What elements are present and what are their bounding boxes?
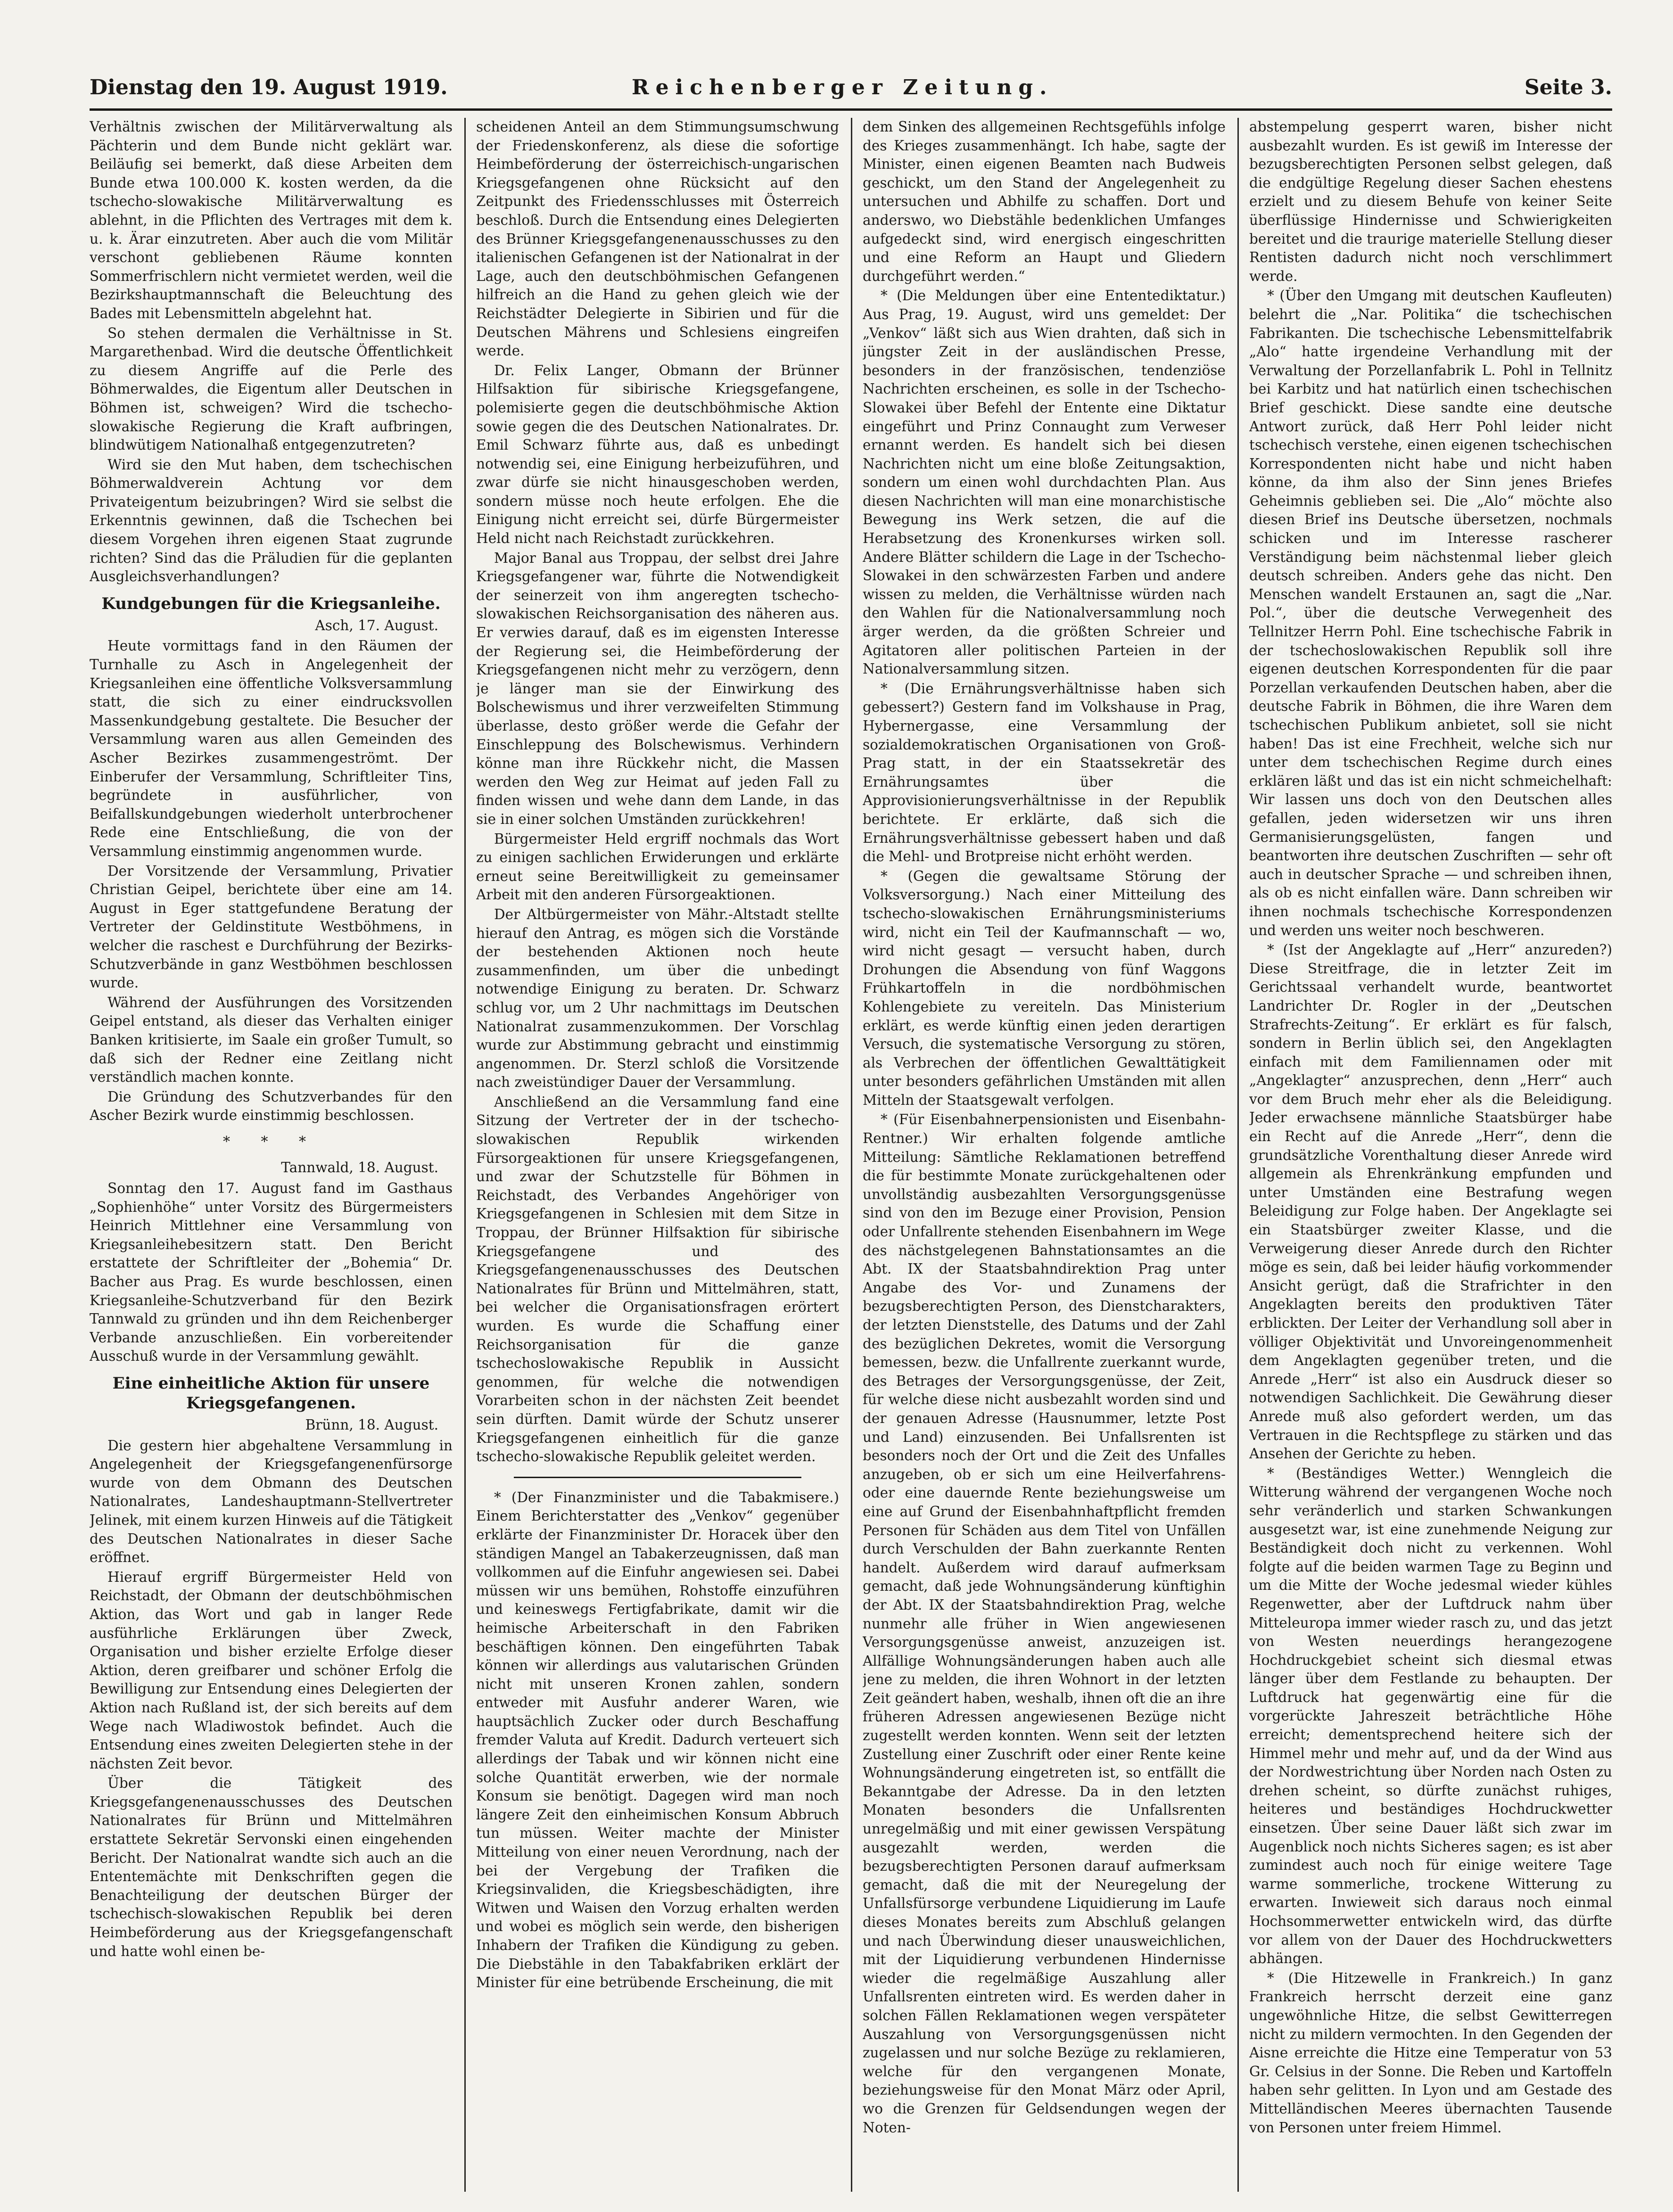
column-3 <box>863 118 1226 2192</box>
article-paragraph: Die gestern hier abgehaltene Versammlung in Angelegenheit der Kriegsgefangenenfürsorge wurde von dem Obmann des Deutschen Nationalrates, Landeshauptmann-Stellvertreter Jelinek, mit einem kurzen Hinweis auf die Tätigkeit des Deutschen Nationalrates in dieser Sache eröffnet. <box>90 1437 453 1566</box>
column-2 <box>476 118 839 2192</box>
newspaper-title: Reichenberger Zeitung. <box>632 75 1054 99</box>
article-paragraph: Der Altbürgermeister von Mähr.-Altstadt stellte hierauf den Antrag, es mögen sich die Vorstände der bestehenden Aktionen noch heute zusammenfinden, um über die unbedingt notwendige Einigung zu beraten. Dr. Schwarz schlug vor, um 2 Uhr nachmittags im Deutschen Nationalrat zusammenzukommen. Der Vorschlag wurde zur Abstimmung gebracht und einstimmig angenommen. Dr. Sterzl schloß die Vorsitzende nach zweistündiger Dauer der Versammlung. <box>476 906 839 1091</box>
column-divider <box>851 118 852 2192</box>
article-paragraph: Bürgermeister Held ergriff nochmals das Wort zu einigen sachlichen Erwiderungen und erklärte erneut seine Bereitwilligkeit zu gemeinsamer Arbeit mit den anderen Fürsorgeaktionen. <box>476 831 839 903</box>
dateline: Asch, 17. August. <box>315 617 438 633</box>
article-paragraph: Dr. Felix Langer, Obmann der Brünner Hilfsaktion für sibirische Kriegsgefangene, polemisierte gegen die deutschböhmische Aktion sowie gegen die des Deutschen Nationalrates. Dr. Emil Schwarz führte aus, daß es unbedingt notwendig sei, eine Einigung herbeizuführen, und zwar dürfe sie nicht hinausgeschoben werden, sondern müsse noch heute erfolgen. Ehe die Einigung nicht erreicht sei, dürfe Bürgermeister Held nicht nach Reichstadt zurückkehren. <box>476 362 839 547</box>
article-paragraph: Sonntag den 17. August fand im Gasthaus „Sophienhöhe“ unter Vorsitz des Bürgermeisters Heinrich Mittlehner eine Versammlung von Kriegsanleihebesitzern statt. Den Bericht erstattete der Schriftleiter der „Bohemia“ Dr. Bacher aus Prag. Es wurde beschlossen, einen Kriegsanleihe-Schutzverband für den Bezirk Tannwald zu gründen und ihn dem Reichenberger Verbande anzuschließen. Ein vorbereitender Ausschuß wurde in der Versammlung gewählt. <box>90 1180 453 1365</box>
article-paragraph: Während der Ausführungen des Vorsitzenden Geipel entstand, als dieser das Verhalten einiger Banken kritisierte, im Saale ein großer Tumult, so daß sich der Redner eine Zeitlang nicht verständlich machen konnte. <box>90 994 453 1085</box>
section-separator: * * * <box>223 1133 320 1150</box>
article-paragraph: Über die Tätigkeit des Kriegsgefangenenausschusses des Deutschen Nationalrates für Brünn und Mittelmähren erstattete Sekretär Servonski einen eingehenden Bericht. Der Nationalrat wandte sich auch an die Ententemächte mit Denkschriften gegen die Benachteiligung der deutschen Bürger der tschechisch-slowakischen Republik bei deren Heimbeförderung aus der Kriegsgefangenschaft und hatte wohl einen be- <box>90 1775 453 1959</box>
article-paragraph: Die Gründung des Schutzverbandes für den Ascher Bezirk wurde einstimmig beschlossen. <box>90 1088 453 1124</box>
news-item: * (Der Finanzminister und die Tabakmisere.) Einem Berichterstatter des „Venkov“ gegenüber erklärte der Finanzminister Dr. Horacek über den ständigen Mangel an Tabakerzeugnissen, daß man vollkommen auf die Einfuhr angewiesen sei. Dabei müssen wir uns bemühen, Rohstoffe einzuführen und keineswegs Fertigfabrikate, damit wir die heimische Arbeiterschaft in den Fabriken beschäftigen können. Den eingeführten Tabak können wir allerdings aus valutarischen Gründen nicht mit unseren Kronen zahlen, sondern entweder mit Ausfuhr anderer Waren, wie hauptsächlich Zucker oder durch Beschaffung fremder Valuta auf Kredit. Dadurch verteuert sich allerdings der Tabak und wir können nicht eine solche Quantität erwerben, wie der normale Konsum sie benötigt. Dagegen wird man noch längere Zeit den einheimischen Konsum Abbruch tun müssen. Weiter machte der Minister Mitteilung von einer neuen Verordnung, nach der bei der Vergebung der Trafiken die Kriegsinvaliden, die Kriegsbeschädigten, ihre Witwen und Waisen den Vorzug erhalten werden und wobei es möglich sein werde, den bisherigen Inhabern der Trafiken die Kündigung zu geben. Die Diebstähle in den Tabakfabriken erklärt der Minister für eine betrübende Erscheinung, die mit <box>476 1489 839 1991</box>
article-paragraph: Major Banal aus Troppau, der selbst drei Jahre Kriegsgefangener war, führte die Notwendigkeit der seinerzeit von ihm angeregten tschecho-slowakischen Reichsorganisation des näheren aus. Er verwies darauf, daß es im eigensten Interesse der Regierung sei, die Heimbeförderung der Kriegsgefangenen nicht mehr zu verzögern, denn je länger man sie der Einwirkung des Bolschewismus und ihrer verzweifelten Stimmung überlasse, desto größer werde die Gefahr der Einschleppung des Bolschewismus. Verhindern könne man ihre Rückkehr nicht, die Massen werden den Weg zur Heimat auf jeden Fall zu finden wissen und wehe dann dem Lande, in das sie in einer solchen Umständen zurückkehren! <box>476 550 839 827</box>
dateline: Brünn, 18. August. <box>305 1417 438 1433</box>
article-paragraph: abstempelung gesperrt waren, bisher nicht ausbezahlt wurden. Es ist gewiß im Interesse der bezugsberechtigten Personen selbst gelegen, daß die endgültige Regelung dieser Sachen ehestens erzielt und zu diesem Behufe von keiner Seite überflüssige Hindernisse und Schwierigkeiten bereitet und die traurige materielle Stellung dieser Rentisten dadurch nicht noch verschlimmert werde. <box>1249 119 1612 284</box>
masthead <box>90 71 1612 111</box>
news-item: * (Über den Umgang mit deutschen Kaufleuten) belehrt die „Nar. Politika“ die tschechischen Fabrikanten. Die tschechische Lebensmittelfabrik „Alo“ hatte irgendeine Verhandlung mit der Verwaltung der Porzellanfabrik L. Pohl in Tellnitz bei Karbitz und hat natürlich einen tschechischen Brief geschickt. Diese sandte eine deutsche Antwort zurück, daß Herr Pohl leider nicht tschechisch verstehe, einen eigenen tschechischen Korrespondenten nicht habe und nicht haben könne, da ihm also der Sinn jenes Briefes Geheimnis geblieben sei. Die „Alo“ möchte also diesen Brief ins Deutsche übersetzen, nochmals schicken und im Interesse rascherer Verständigung beim nächstenmal lieber gleich deutsch schreiben. Anders gehe das nicht. Den Menschen wandelt Erstaunen an, sagt die „Nar. Pol.“, über die deutsche Verwegenheit des Tellnitzer Herrn Pohl. Eine tschechische Fabrik in der tschechoslowakischen Republik soll ihre eigenen deutschen Korrespondenten für die paar Porzellan verkaufenden Deutschen haben, aber die deutsche Fabrik in Böhmen, die ihre Waren dem tschechischen Publikum anbietet, soll sie nicht haben! Das ist eine Frechheit, welche sich nur unter dem tschechischen Regime durch eines erklären läßt und das ist ein nicht schmeichelhaft: Wir lassen uns doch von den Deutschen alles gefallen, jeden widersetzen wir uns ihren Germanisierungsgelüsten, fangen und beantworten ihre deutschen Zuschriften — sehr oft auch in deutscher Sprache — und schreiben ihnen, als ob es nicht einfallen wäre. Dann schreiben wir ihnen nochmals tschechische Korrespondenzen und werden uns weiter noch beschweren. <box>1249 288 1612 938</box>
article-paragraph: dem Sinken des allgemeinen Rechtsgefühls infolge des Krieges zusammenhängt. Ich habe, sagte der Minister, einen eigenen Beamten nach Budweis geschickt, um den Stand der Angelegenheit zu untersuchen und Abhilfe zu schaffen. Dort und anderswo, wo Diebstähle bedenklichen Umfanges aufgedeckt sind, wird energisch eingeschritten und eine Reform an Haupt und Gliedern durchgeführt werden.“ <box>863 119 1226 284</box>
news-item: * (Die Ernährungsverhältnisse haben sich gebessert?) Gestern fand im Volkshause in Prag, Hybernergasse, eine Versammlung der sozialdemokratischen Organisationen von Groß-Prag statt, in der ein Staatssekretär des Ernährungsamtes über die Approvisionierungsverhältnisse in der Republik berichtete. Er erklärte, daß sich die Ernährungsverhältnisse gebessert haben und daß die Mehl- und Brotpreise nicht erhöht werden. <box>863 680 1226 865</box>
horizontal-rule <box>514 1477 801 1478</box>
issue-date: Dienstag den 19. August 1919. <box>90 75 448 99</box>
news-item: * (Die Meldungen über eine Ententediktatur.) Aus Prag, 19. August, wird uns gemeldet: Der „Venkov“ läßt sich aus Wien drahten, daß sich in jüngster Zeit in der ausländischen Presse, besonders in der französischen, tendenziöse Nachrichten erscheinen, es solle in der Tschecho-Slowakei über Befehl der Entente eine Diktatur eingeführt und Prinz Connaught zum Verweser ernannt werden. Es handelt sich bei diesen Nachrichten nicht um eine bloße Zeitungsaktion, sondern um einen wohl durchdachten Plan. Aus diesen Nachrichten will man eine monarchistische Bewegung ins Werk setzen, die auf die Herabsetzung des Kronenkurses wirken soll. Andere Blätter schildern die Lage in der Tschecho-Slowakei in den schwärzesten Farben und andere wissen zu melden, die Verhältnisse würden nach den Wahlen für die Nationalversammlung noch ärger werden, da die größten Schreier und Agitatoren aller politischen Parteien in der Nationalversammlung sitzen. <box>863 288 1226 677</box>
article-paragraph: Heute vormittags fand in den Räumen der Turnhalle zu Asch in Angelegenheit der Kriegsanleihen eine öffentliche Volksversammlung statt, die sich zu einer eindrucksvollen Massenkundgebung gestaltete. Die Besucher der Versammlung waren aus allen Gemeinden des Ascher Bezirkes zusammengeströmt. Der Einberufer der Versammlung, Schriftleiter Tins, begründete in ausführlicher, von Beifallskundgebungen wiederholt unterbrochener Rede eine Entschließung, die von der Versammlung einstimmig angenommen wurde. <box>90 638 453 859</box>
news-item: * (Beständiges Wetter.) Wenngleich die Witterung während der vergangenen Woche noch sehr veränderlich und starken Schwankungen ausgesetzt war, ist eine zunehmende Neigung zur Beständigkeit doch nicht zu verkennen. Wohl folgte auf die beiden warmen Tage zu Beginn und um die Mitte der Woche jedesmal wieder kühles Regenwetter, aber der Luftdruck nahm über Mitteleuropa immer wieder rasch zu, und das jetzt von Westen neuerdings herangezogene Hochdruckgebiet scheint sich diesmal etwas länger über dem Festlande zu behaupten. Der Luftdruck hat gegenwärtig eine für die vorgerückte Jahreszeit beträchtliche Höhe erreicht; dementsprechend heitere sich der Himmel mehr und mehr auf, und da der Wind aus der Nordwestrichtung über Norden nach Osten zu drehen scheint, so dürfte zunächst ruhiges, heiteres und beständiges Hochdruckwetter einsetzen. Über seine Dauer läßt sich zwar im Augenblick noch nichts Sicheres sagen; es ist aber zumindest auch noch für einige weitere Tage warme sommerliche, trockene Witterung zu erwarten. Inwieweit sich daraus noch einmal Hochsommerwetter entwickeln wird, das dürfte vor allem von der Dauer des Hochdruckwetters abhängen. <box>1249 1465 1612 1967</box>
article-paragraph: Hierauf ergriff Bürgermeister Held von Reichstadt, der Obmann der deutschböhmischen Aktion, das Wort und gab in langer Rede ausführliche Erklärungen über Zweck, Organisation und bisher erzielte Erfolge dieser Aktion, deren greifbarer und schöner Erfolg die Bewilligung zur Entsendung eines Delegierten der Aktion nach Rußland ist, der sich bereits auf dem Wege nach Wladiwostok befindet. Auch die Entsendung eines zweiten Delegierten stehe in der nächsten Zeit bevor. <box>90 1569 453 1772</box>
article-headline: Eine einheitliche Aktion für unsere Kriegsgefangenen. <box>112 1374 430 1413</box>
page-number: Seite 3. <box>1524 75 1612 99</box>
article-paragraph: Anschließend an die Versammlung fand eine Sitzung der Vertreter der in der tschecho-slowakischen Republik wirkenden Fürsorgeaktionen für unsere Kriegsgefangenen, und zwar der Schutzstelle für Böhmen in Reichstadt, des Verbandes Angehöriger von Kriegsgefangenen in Schlesien mit dem Sitze in Troppau, der Brünner Hilfsaktion für sibirische Kriegsgefangene und des Kriegsgefangenenausschusses des Deutschen Nationalrates für Brünn und Mittelmähren, statt, bei welcher die Organisationsfragen erörtert wurden. Es wurde die Schaffung einer Reichsorganisation für die ganze tschechoslowakische Republik in Aussicht genommen, für welche die notwendigen Vorarbeiten schon in der nächsten Zeit beendet sein dürften. Damit würde der Schutz unserer Kriegsgefangenen einheitlich für die ganze tschecho-slowakische Republik geleitet werden. <box>476 1094 839 1465</box>
article-paragraph: So stehen dermalen die Verhältnisse in St. Margarethenbad. Wird die deutsche Öffentlichkeit zu diesem Angriffe auf die Perle des Böhmerwaldes, die Eigentum aller Deutschen in Böhmen ist, schweigen? Wird die tschecho-slowakische Regierung die Kraft aufbringen, blindwütigem Nationalhaß entgegenzutreten? <box>90 325 453 453</box>
column-1 <box>90 118 453 2192</box>
news-item: * (Gegen die gewaltsame Störung der Volksversorgung.) Nach einer Mitteilung des tschecho-slowakischen Ernährungsministeriums wird, nicht ein Teil der Kaufmannschaft — wo, wird nicht gesagt — versucht haben, durch Drohungen die Absendung von fünf Waggons Frühkartoffeln in die nordböhmischen Kohlengebiete zu vereiteln. Das Ministerium erklärt, es werde künftig einen jeden derartigen Versuch, die systematische Versorgung zu stören, als Verbrechen der öffentlichen Gewalttätigkeit unter besonders gefährlichen Umständen mit allen Mitteln der Staatsgewalt verfolgen. <box>863 868 1226 1108</box>
column-divider <box>1237 118 1239 2192</box>
news-item: * (Ist der Angeklagte auf „Herr“ anzureden?) Diese Streitfrage, die in letzter Zeit im Gerichtssaal verhandelt wurde, beantwortet Landrichter Dr. Rogler in der „Deutschen Strafrechts-Zeitung“. Er erklärt es für falsch, sondern in Berlin üblich sei, den Angeklagten einfach mit dem Familiennamen oder mit „Angeklagter“ anzusprechen, denn „Herr“ auch vor dem Bruch mehr eher als die Beleidigung. Jeder erwachsene männliche Staatsbürger habe ein Recht auf die Anrede „Herr“, denn die grundsätzliche Vorenthaltung dieser Anrede wird allgemein als Ehrenkränkung empfunden und unter Umständen eine Bestrafung wegen Beleidigung zur Folge haben. Der Angeklagte sei ein Staatsbürger zweiter Klasse, und die Verweigerung dieser Anrede durch den Richter möge es sein, daß bei leider häufig vorkommender Ansicht gerügt, daß die Strafrichter in den Angeklagten bereits den produktiven Täter erblickten. Der Leiter der Verhandlung soll aber in völliger Objektivität und Unvoreingenommenheit dem Angeklagten gegenüber treten, und die Anrede „Herr“ ist also ein Ausdruck dieser so notwendigen Sachlichkeit. Die Gewährung dieser Anrede muß also gefordert werden, um das Vertrauen in die Rechtspflege zu stärken und das Ansehen der Gerichte zu heben. <box>1249 942 1612 1462</box>
newspaper-columns <box>90 118 1612 2196</box>
article-paragraph: scheidenen Anteil an dem Stimmungsumschwung der Friedenskonferenz, als diese die sofortige Heimbeförderung der österreichisch-ungarischen Kriegsgefangenen ohne Rücksicht auf den Zeitpunkt des Friedensschlusses mit Österreich beschloß. Durch die Entsendung eines Delegierten des Brünner Kriegsgefangenenausschusses zu den italienischen Gefangenen ist der Nationalrat in der Lage, auch den deutschböhmischen Gefangenen hilfreich an die Hand zu gehen gleich wie der Reichstädter Delegierte in Sibirien und für die Deutschen Mährens und Schlesiens eingreifen werde. <box>476 119 839 359</box>
article-paragraph: Der Vorsitzende der Versammlung, Privatier Christian Geipel, berichtete über eine am 14. August in Eger stattgefundene Beratung der Vertreter der Geldinstitute Westböhmens, in welcher die raschest e Durchführung der Bezirks-Schutzverbände in ganz Westböhmen beschlossen wurde. <box>90 863 453 991</box>
news-item: * (Für Eisenbahnerpensionisten und Eisenbahn-Rentner.) Wir erhalten folgende amtliche Mitteilung: Sämtliche Reklamationen betreffend die für bestimmte Monate zurückgehaltenen oder unvollständig ausbezahlten Versorgungsgenüsse sind von den im Bezuge einer Provision, Pension oder Unfallrente stehenden Eisenbahnern im Wege des nächstgelegenen Bahnstationsamtes an die Abt. IX der Staatsbahndirektion Prag unter Angabe des Vor- und Zunamens der bezugsberechtigten Person, des Dienstcharakters, der letzten Dienststelle, des Datums und der Zahl des bezüglichen Dekretes, womit die Versorgung bemessen, bezw. die Unfallrente zuerkannt wurde, des Betrages der Versorgungsgenüsse, der Zeit, für welche diese nicht ausbezahlt worden sind und der genauen Adresse (Hausnummer, letzte Post und Land) einzusenden. Bei Unfallsrenten ist besonders noch der Ort und die Zeit des Unfalles anzugeben, ob er sich um eine Heilverfahrens- oder eine dauernde Rente beziehungsweise um eine auf Grund der Eisenbahnhaftpflicht fremden Personen für Schäden aus dem Titel von Unfällen durch Verschulden der Bahn zuerkannte Renten handelt. Außerdem wird darauf aufmerksam gemacht, daß jede Wohnungsänderung künftighin der Abt. IX der Staatsbahndirektion Prag, welche nunmehr alle früher in Wien angewiesenen Versorgungsgenüsse anweist, anzuzeigen ist. Allfällige Wohnungsänderungen haben auch alle jene zu melden, die ihren Wohnort in der letzten Zeit geändert haben, weshalb, ihnen oft die an ihre früheren Adressen angewiesenen Bezüge nicht zugestellt werden konnten. Wenn seit der letzten Zustellung einer Zuschrift oder einer Rente keine Wohnungsänderung eingetreten ist, so entfällt die Bekanntgabe der Adresse. Da in den letzten Monaten besonders die Unfallsrenten unregelmäßig und mit einer gewissen Verspätung ausgezahlt werden, werden die bezugsberechtigten Personen darauf aufmerksam gemacht, daß die mit der Neuregelung der Unfallsfürsorge verbundene Liquidierung im Laufe dieses Monates bereits zum Abschluß gelangen und nach Überwindung dieser unausweichlichen, mit der Liquidierung verbundenen Hindernisse wieder die regelmäßige Auszahlung aller Unfallsrenten eintreten wird. Es werden daher in solchen Fällen Reklamationen wegen verspäteter Auszahlung von Versorgungsgenüssen nicht zugelassen und nur solche Bezüge zu reklamieren, welche für den vergangenen Monate, beziehungsweise für den Monat März oder April, wo die Grenzen für Geldsendungen wegen der Noten- <box>863 1111 1226 2136</box>
article-paragraph: Wird sie den Mut haben, dem tschechischen Böhmerwaldverein Achtung vor dem Privateigentum beizubringen? Wird sie selbst die Erkenntnis gewinnen, daß die Tschechen bei diesem Vorgehen ihren eigenen Staat zugrunde richten? Sind das die Präludien für die geplanten Ausgleichsverhandlungen? <box>90 456 453 585</box>
article-headline: Kundgebungen für die Kriegsanleihe. <box>101 594 441 613</box>
news-item: * (Die Hitzewelle in Frankreich.) In ganz Frankreich herrscht derzeit eine ganz ungewöhnliche Hitze, die selbst Gewitterregen nicht zu mildern vermochten. In den Gegenden der Aisne erreichte die Hitze eine Temperatur von 53 Gr. Celsius in der Sonne. Die Reben und Kartoffeln haben sehr gelitten. In Lyon und am Gestade des Mittelländischen Meeres übernachten Tausende von Personen unter freiem Himmel. <box>1249 1970 1612 2136</box>
column-divider <box>464 118 466 2192</box>
article-paragraph: Verhältnis zwischen der Militärverwaltung als Pächterin und dem Bunde nicht geklärt war. Beiläufig sei bemerkt, daß diese Arbeiten dem Bunde etwa 100.000 K. kosten werden, da die tschecho-slowakische Militärverwaltung es ablehnt, in die Pflichten des Vertrages mit dem k. u. k. Ärar einzutreten. Aber auch die vom Militär verschont gebliebenen Räume konnten Sommerfrischlern nicht vermietet werden, weil die Bezirkshauptmannschaft die Beleuchtung des Bades mit Lebensmitteln abgelehnt hat. <box>90 119 453 321</box>
dateline: Tannwald, 18. August. <box>281 1159 438 1176</box>
column-4 <box>1249 118 1612 2192</box>
